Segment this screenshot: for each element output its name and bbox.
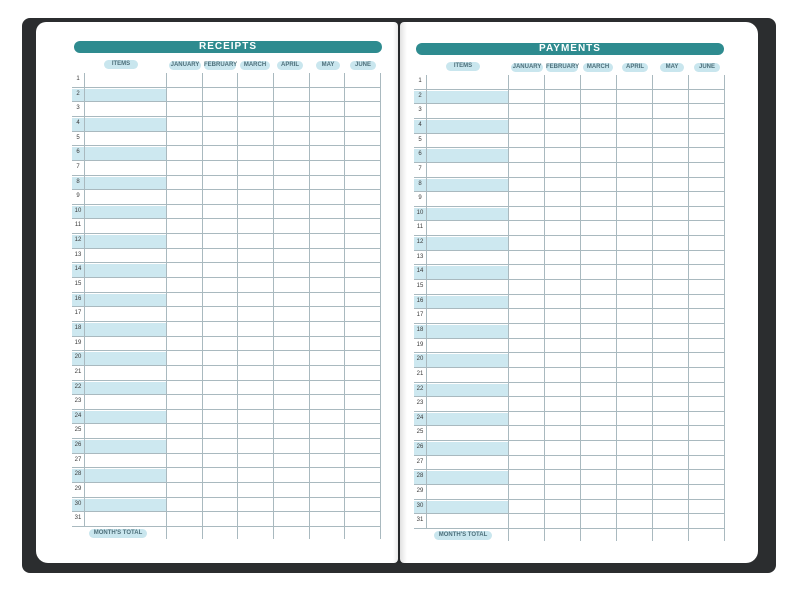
row-number: 23 [74, 398, 82, 405]
row-number: 22 [416, 385, 424, 392]
ledger-row [72, 263, 380, 278]
items-cell-shade [72, 469, 166, 482]
receipts-month-february: FEBRUARY [204, 62, 238, 68]
row-number: 13 [416, 253, 424, 260]
ledger-row [414, 178, 724, 193]
items-cell-shade [414, 354, 508, 367]
row-number: 3 [76, 105, 80, 112]
column-divider [508, 75, 509, 541]
items-cell-shade [72, 352, 166, 365]
row-number: 9 [76, 193, 80, 200]
receipts-month-june: JUNE [350, 61, 376, 70]
row-number: 25 [74, 427, 82, 434]
ledger-row [414, 104, 724, 119]
row-number: 25 [416, 429, 424, 436]
row-number: 11 [74, 222, 82, 229]
row-number: 8 [418, 180, 422, 187]
row-number: 14 [416, 268, 424, 275]
payments-month-may: MAY [660, 63, 684, 72]
column-divider [580, 75, 581, 541]
row-number: 18 [416, 326, 424, 333]
column-divider [688, 75, 689, 541]
row-number: 4 [76, 119, 80, 126]
column-divider [166, 73, 167, 539]
payments-month-march: MARCH [583, 63, 613, 72]
row-number: 31 [74, 515, 82, 522]
ledger-row [414, 90, 724, 105]
ledger-row [414, 470, 724, 485]
ledger-row [72, 219, 380, 234]
items-cell-shade [72, 411, 166, 424]
row-number: 28 [416, 473, 424, 480]
row-number: 1 [76, 76, 80, 82]
ledger-row [72, 234, 380, 249]
ledger-row [414, 324, 724, 339]
ledger-row [72, 249, 380, 264]
ledger-row [414, 500, 724, 515]
ledger-row [72, 366, 380, 381]
ledger-row [72, 468, 380, 483]
column-divider [380, 73, 381, 539]
ledger-row [414, 265, 724, 280]
row-number: 13 [74, 251, 82, 258]
ledger-row [414, 485, 724, 500]
ledger-row [414, 221, 724, 236]
ledger-row [72, 512, 380, 527]
items-cell-shade [414, 266, 508, 279]
receipts-items-header: ITEMS [104, 60, 138, 69]
ledger-row [72, 424, 380, 439]
row-number: 26 [74, 442, 82, 449]
row-number: 15 [416, 283, 424, 290]
receipts-title: RECEIPTS [74, 41, 382, 53]
row-number: 17 [416, 312, 424, 319]
ledger-row [72, 205, 380, 220]
ledger-row [72, 146, 380, 161]
row-number: 8 [76, 178, 80, 185]
items-cell-shade [414, 501, 508, 514]
items-cell-shade [72, 235, 166, 248]
payments-month-february: FEBRUARY [546, 64, 580, 70]
column-divider [426, 75, 427, 529]
row-number: 22 [74, 383, 82, 390]
items-cell-shade [72, 177, 166, 190]
ledger-row [414, 134, 724, 149]
row-number: 15 [74, 281, 82, 288]
items-cell-shade [414, 208, 508, 221]
receipts-month-january: JANUARY [170, 62, 200, 68]
ledger-row [414, 236, 724, 251]
ledger-row [72, 117, 380, 132]
ledger-row [414, 353, 724, 368]
column-divider [544, 75, 545, 541]
row-number: 5 [76, 134, 80, 141]
ledger-row [414, 163, 724, 178]
ledger-row [414, 426, 724, 441]
row-number: 7 [418, 165, 422, 172]
column-divider [616, 75, 617, 541]
row-number: 19 [416, 341, 424, 348]
items-cell-shade [414, 325, 508, 338]
receipts-month-total: MONTH'S TOTAL [89, 529, 147, 538]
ledger-row [72, 337, 380, 352]
items-cell-shade [72, 499, 166, 512]
column-divider [652, 75, 653, 541]
items-cell-shade [414, 91, 508, 104]
payments-ledger-grid [414, 75, 724, 529]
items-cell-shade [414, 471, 508, 484]
ledger-row [414, 280, 724, 295]
row-number: 30 [74, 500, 82, 507]
ledger-row [72, 102, 380, 117]
row-number: 2 [418, 92, 422, 99]
items-cell-shade [414, 296, 508, 309]
ledger-row [414, 456, 724, 471]
row-number: 14 [74, 266, 82, 273]
items-cell-shade [414, 179, 508, 192]
ledger-row [72, 322, 380, 337]
row-number: 31 [416, 517, 424, 524]
ledger-row [414, 192, 724, 207]
payments-items-header: ITEMS [446, 62, 480, 71]
column-divider [309, 73, 310, 539]
row-number: 24 [416, 414, 424, 421]
row-number: 9 [418, 195, 422, 202]
receipts-ledger-grid [72, 73, 380, 527]
ledger-row [414, 397, 724, 412]
ledger-row [72, 439, 380, 454]
ledger-row [414, 412, 724, 427]
items-cell-shade [414, 384, 508, 397]
ledger-row [72, 395, 380, 410]
row-number: 6 [418, 151, 422, 158]
row-number: 5 [418, 136, 422, 143]
row-number: 29 [416, 488, 424, 495]
ledger-row [414, 441, 724, 456]
row-number: 28 [74, 471, 82, 478]
payments-month-june: JUNE [694, 63, 720, 72]
ledger-row [72, 410, 380, 425]
row-number: 10 [416, 209, 424, 216]
ledger-row [414, 251, 724, 266]
row-number: 21 [416, 370, 424, 377]
ledger-row [72, 293, 380, 308]
items-cell-shade [72, 89, 166, 102]
row-number: 3 [418, 107, 422, 114]
column-divider [84, 73, 85, 527]
payments-month-april: APRIL [622, 63, 648, 72]
row-number: 23 [416, 400, 424, 407]
receipts-month-april: APRIL [277, 61, 303, 70]
ledger-row [72, 73, 380, 88]
ledger-row [72, 498, 380, 513]
items-cell-shade [72, 147, 166, 160]
row-number: 6 [76, 149, 80, 156]
row-number: 12 [416, 239, 424, 246]
row-number: 17 [74, 310, 82, 317]
row-number: 27 [74, 456, 82, 463]
row-number: 1 [418, 78, 422, 84]
row-number: 4 [418, 121, 422, 128]
row-number: 16 [74, 295, 82, 302]
row-number: 21 [74, 368, 82, 375]
ledger-row [72, 176, 380, 191]
payments-month-january: JANUARY [512, 64, 542, 70]
ledger-row [72, 278, 380, 293]
column-divider [344, 73, 345, 539]
payments-title: PAYMENTS [416, 43, 724, 55]
items-cell-shade [72, 264, 166, 277]
ledger-row [414, 295, 724, 310]
ledger-row [72, 132, 380, 147]
row-number: 30 [416, 502, 424, 509]
ledger-row [414, 119, 724, 134]
row-number: 10 [74, 207, 82, 214]
ledger-row [72, 483, 380, 498]
ledger-row [414, 309, 724, 324]
row-number: 2 [76, 90, 80, 97]
row-number: 7 [76, 163, 80, 170]
column-divider [724, 75, 725, 541]
row-number: 18 [74, 324, 82, 331]
ledger-row [414, 514, 724, 529]
items-cell-shade [414, 413, 508, 426]
items-cell-shade [414, 237, 508, 250]
items-cell-shade [414, 442, 508, 455]
row-number: 11 [416, 224, 424, 231]
row-number: 20 [416, 356, 424, 363]
row-number: 19 [74, 339, 82, 346]
ledger-row [414, 207, 724, 222]
items-cell-shade [72, 294, 166, 307]
items-cell-shade [72, 118, 166, 131]
column-divider [202, 73, 203, 539]
items-cell-shade [414, 120, 508, 133]
row-number: 27 [416, 458, 424, 465]
ledger-row [414, 339, 724, 354]
row-number: 29 [74, 486, 82, 493]
ledger-row [414, 368, 724, 383]
items-cell-shade [72, 206, 166, 219]
ledger-row [72, 88, 380, 103]
ledger-row [72, 381, 380, 396]
row-number: 16 [416, 297, 424, 304]
payments-month-total: MONTH'S TOTAL [434, 531, 492, 540]
column-divider [273, 73, 274, 539]
items-cell-shade [72, 440, 166, 453]
row-number: 20 [74, 354, 82, 361]
items-cell-shade [72, 382, 166, 395]
row-number: 12 [74, 237, 82, 244]
ledger-row [72, 351, 380, 366]
ledger-row [414, 383, 724, 398]
items-cell-shade [414, 149, 508, 162]
row-number: 24 [74, 412, 82, 419]
ledger-row [72, 190, 380, 205]
ledger-row [72, 307, 380, 322]
column-divider [237, 73, 238, 539]
receipts-month-may: MAY [316, 61, 340, 70]
book-gutter [393, 22, 407, 563]
items-cell-shade [72, 323, 166, 336]
ledger-row [72, 161, 380, 176]
receipts-month-march: MARCH [240, 61, 270, 70]
ledger-row [414, 148, 724, 163]
ledger-row [72, 454, 380, 469]
ledger-row [414, 75, 724, 90]
row-number: 26 [416, 444, 424, 451]
